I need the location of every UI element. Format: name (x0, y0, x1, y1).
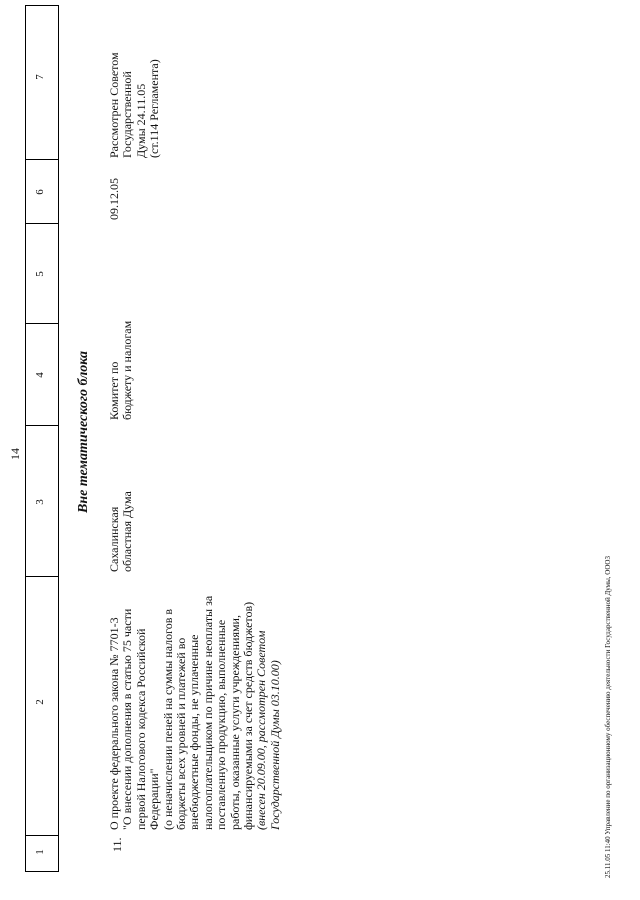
bill-title-line: "О внесении дополнения в статью 75 части (120, 608, 135, 830)
header-top-border (25, 6, 26, 872)
section-title: Вне тематического блока (76, 350, 91, 513)
col-divider (25, 835, 59, 836)
col-divider (25, 425, 59, 426)
committee-line: Комитет по (107, 361, 121, 420)
bill-desc-line: (о неначислении пеней на суммы налогов в (160, 608, 175, 830)
bill-description (108, 596, 282, 830)
column-number: 1 (34, 849, 46, 855)
header-bottom-border (58, 6, 59, 872)
committee-line: бюджету и налогам (120, 320, 135, 420)
col-divider (25, 159, 59, 160)
bill-desc-line: поставленную продукцию, выполненные (214, 619, 229, 830)
bill-note-line: Государственной Думы 03.10.00) (267, 660, 282, 830)
initiator-line: Сахалинская (107, 506, 121, 572)
row-number: 11. (110, 837, 124, 852)
column-number: 4 (34, 372, 46, 378)
status-line: Думы 24.11.05 (133, 83, 148, 158)
bill-desc-line: налогоплательщиком по причине неоплаты за (200, 595, 215, 830)
column-number: 6 (34, 189, 46, 195)
page-number: 14 (8, 448, 22, 460)
column-number: 3 (34, 499, 46, 505)
status-line: (ст.114 Регламента) (147, 59, 162, 158)
bill-desc-line: внебюджетные фонды, не уплаченные (187, 634, 202, 830)
col-divider (25, 223, 59, 224)
status-line: Государственной (120, 71, 135, 158)
fax-footer: 25.11.05 11:40 Управление по организационному обеспечению деятельности Государственной Думы, ООО3 (604, 556, 612, 878)
status-line: Рассмотрен Советом (107, 52, 121, 158)
bill-desc-line: работы, оказанные услуги учреждениями, (227, 615, 242, 830)
column-number: 7 (34, 74, 46, 80)
bill-title-line: О проекте федерального закона № 7701-3 (107, 617, 121, 830)
col-divider (25, 576, 59, 577)
date-cell (108, 178, 121, 220)
column-number: 2 (34, 699, 46, 705)
initiator-cell (108, 491, 135, 572)
col-divider (25, 5, 59, 6)
bill-desc-line: бюджеты всех уровней и платежей во (174, 637, 189, 830)
status-cell (108, 52, 162, 158)
column-number: 5 (34, 271, 46, 277)
initiator-line: областная Дума (120, 491, 135, 572)
bill-note-line: (внесен 20.09.00, рассмотрен Советом (254, 630, 269, 830)
bill-title-line: Федерации" (147, 768, 162, 830)
col-divider (25, 871, 59, 872)
committee-cell (108, 321, 135, 420)
bill-desc-line: финансируемыми за счет средств бюджетов) (241, 601, 256, 830)
col-divider (25, 323, 59, 324)
date-value: 09.12.05 (107, 178, 121, 220)
bill-title-line: первой Налогового кодекса Российской (133, 628, 148, 830)
